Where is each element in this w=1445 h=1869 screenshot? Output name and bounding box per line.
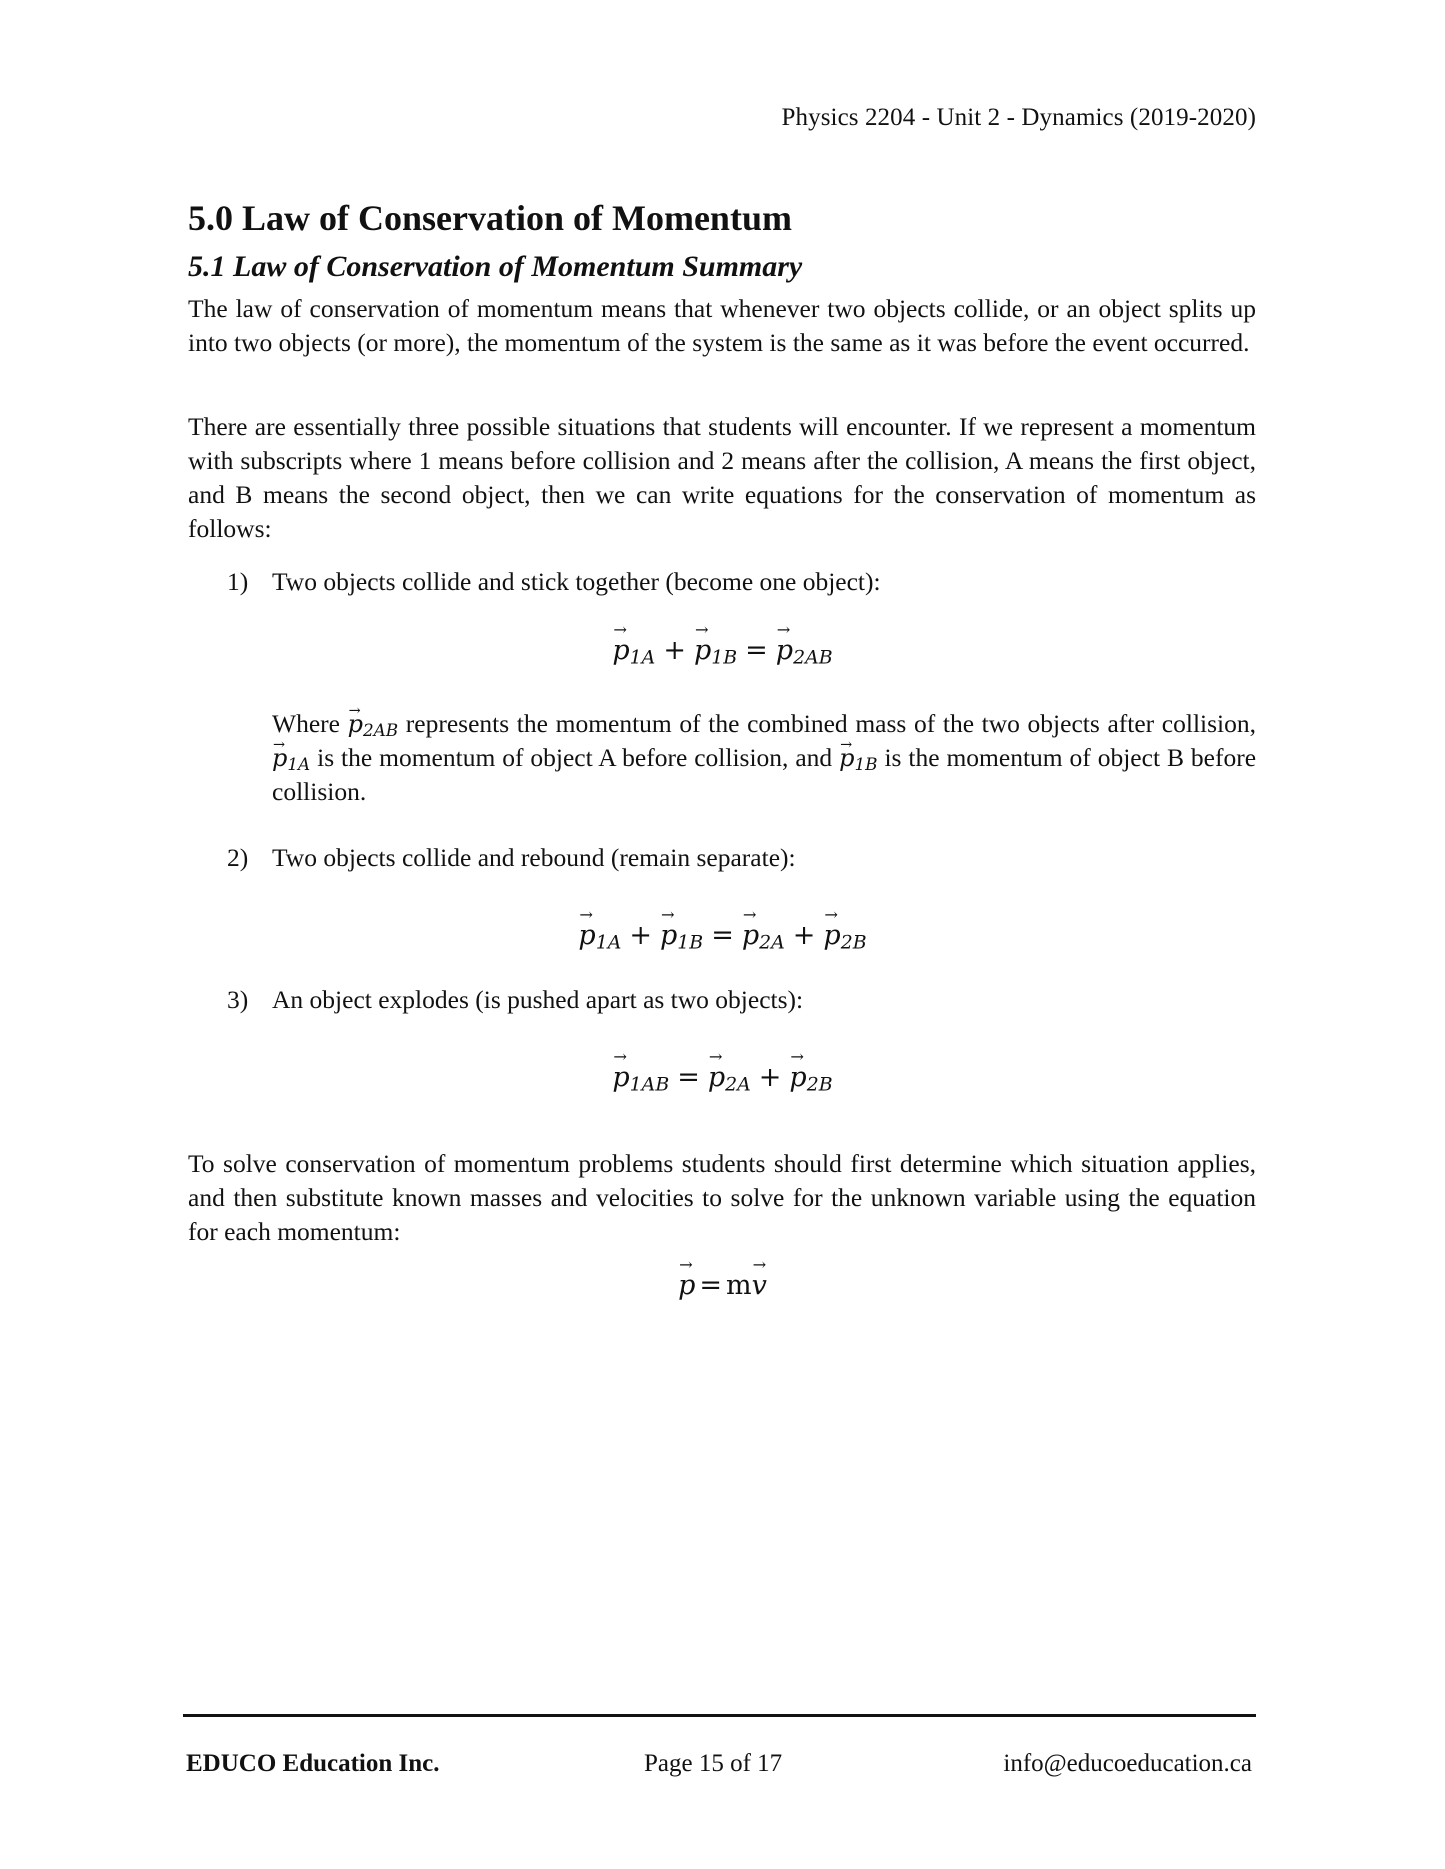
list-item-2 — [227, 843, 796, 873]
footer-divider — [183, 1714, 1256, 1717]
subsection-heading: 5.1 Law of Conservation of Momentum Summary — [188, 250, 803, 283]
symbol-p1b: → $p_{1B}$ — [839, 744, 877, 772]
list-number: 2) — [227, 843, 249, 872]
equation-stick-together: → $p_{1A} +\to p_{1B} =\to p_{2AB}$ — [0, 635, 1445, 666]
section-heading: 5.0 Law of Conservation of Momentum — [188, 198, 792, 238]
where-note: Where → $p_{2AB}$ represents the momentum of the combined mass of the two objects after collision, → $p_{1A}$ is the momentum of object A before collision, and → $p_{1B}$ is the momentum of object B before collision. — [272, 707, 1256, 809]
list-item-1 — [227, 567, 881, 597]
intro-paragraph: The law of conservation of momentum means that whenever two objects collide, or an object splits up into two objects (or more), the momentum of the system is the same as it was before the event occurred. — [188, 294, 1256, 357]
equation-momentum-definition: → p = m→ v — [0, 1270, 1445, 1301]
list-number: 3) — [227, 985, 249, 1014]
list-text: Two objects collide and rebound (remain separate): — [272, 843, 796, 872]
equation-rebound: → $p_{1A} +\to p_{1B} =\to p_{2A} +\to p_{2B}$ — [0, 920, 1445, 951]
symbol-p2ab: → $p_{2AB}$ — [348, 710, 399, 738]
symbol-p1a: → $p_{1A}$ — [272, 744, 310, 772]
list-text: An object explodes (is pushed apart as two objects): — [272, 985, 804, 1014]
footer-email: info@educoeducation.ca — [1003, 1750, 1252, 1777]
list-number: 1) — [227, 567, 249, 596]
list-item-3 — [227, 985, 803, 1015]
list-text: Two objects collide and stick together (become one object): — [272, 567, 881, 596]
running-header: Physics 2204 - Unit 2 - Dynamics (2019-2020) — [781, 104, 1256, 131]
situations-paragraph: There are essentially three possible situations that students will encounter. If we represent a momentum with subscripts where 1 means before collision and 2 means after the collision, A means the first object, and B means the second object, then we can write equations for the conservation of momentum as follows: — [188, 412, 1256, 543]
footer-page-number: Page 15 of 17 — [644, 1750, 783, 1777]
equation-explosion: → $p_{1AB} =\to p_{2A} +\to p_{2B}$ — [0, 1062, 1445, 1093]
footer-company: EDUCO Education Inc. — [186, 1750, 440, 1777]
closing-paragraph: To solve conservation of momentum problems students should first determine which situation applies, and then substitute known masses and velocities to solve for the unknown variable using the equation for each momentum: — [188, 1149, 1256, 1246]
